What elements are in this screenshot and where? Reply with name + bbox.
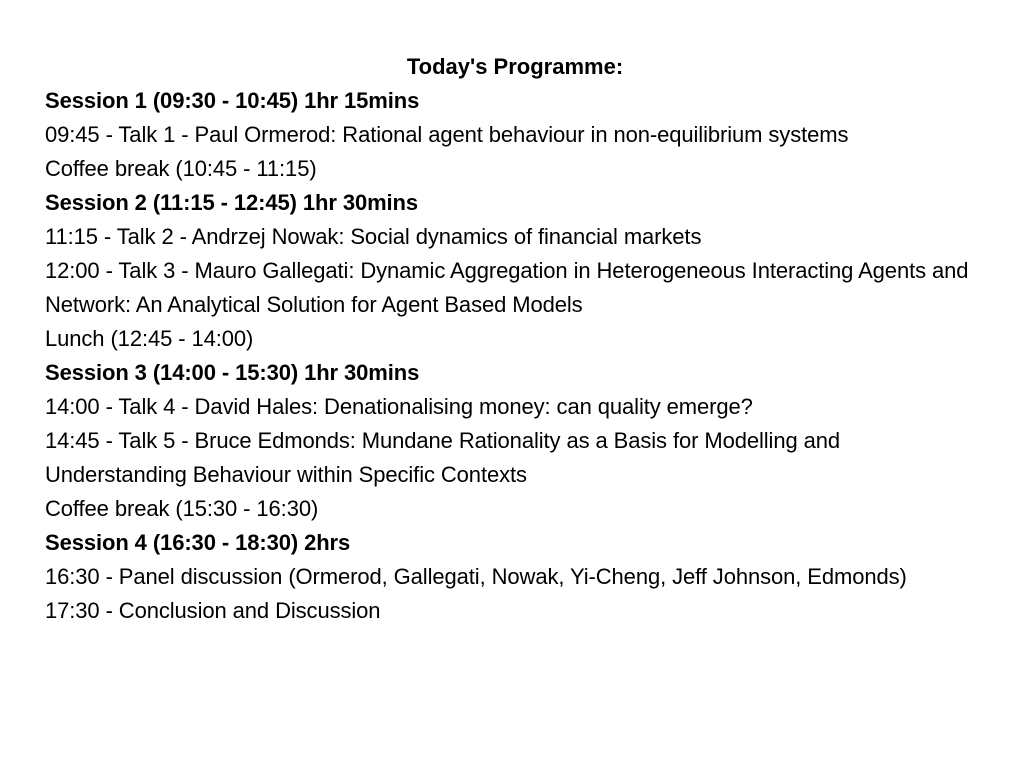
session-3-heading: Session 3 (14:00 - 15:30) 1hr 30mins <box>45 360 420 385</box>
session-1-heading: Session 1 (09:30 - 10:45) 1hr 15mins <box>45 88 420 113</box>
talk-1-item: 09:45 - Talk 1 - Paul Ormerod: Rational agent behaviour in non-equilibrium systems <box>45 122 849 147</box>
coffee-break-2-item: Coffee break (15:30 - 16:30) <box>45 496 319 521</box>
slide-body <box>45 50 985 628</box>
panel-discussion-item: 16:30 - Panel discussion (Ormerod, Gallegati, Nowak, Yi-Cheng, Jeff Johnson, Edmonds) <box>45 564 907 589</box>
talk-5-item: 14:45 - Talk 5 - Bruce Edmonds: Mundane Rationality as a Basis for Modelling and Understanding Behaviour within Specific Contexts <box>45 428 841 487</box>
lunch-item: Lunch (12:45 - 14:00) <box>45 326 254 351</box>
conclusion-item: 17:30 - Conclusion and Discussion <box>45 598 381 623</box>
coffee-break-1-item: Coffee break (10:45 - 11:15) <box>45 156 317 181</box>
talk-3-item: 12:00 - Talk 3 - Mauro Gallegati: Dynamic Aggregation in Heterogeneous Interacting Agents and Network: An Analytical Solution for Agent Based Models <box>45 258 969 317</box>
session-2-heading: Session 2 (11:15 - 12:45) 1hr 30mins <box>45 190 419 215</box>
programme-title: Today's Programme: <box>406 54 624 79</box>
talk-4-item: 14:00 - Talk 4 - David Hales: Denationalising money: can quality emerge? <box>45 394 753 419</box>
session-4-heading: Session 4 (16:30 - 18:30) 2hrs <box>45 530 351 555</box>
talk-2-item: 11:15 - Talk 2 - Andrzej Nowak: Social dynamics of financial markets <box>45 224 702 249</box>
